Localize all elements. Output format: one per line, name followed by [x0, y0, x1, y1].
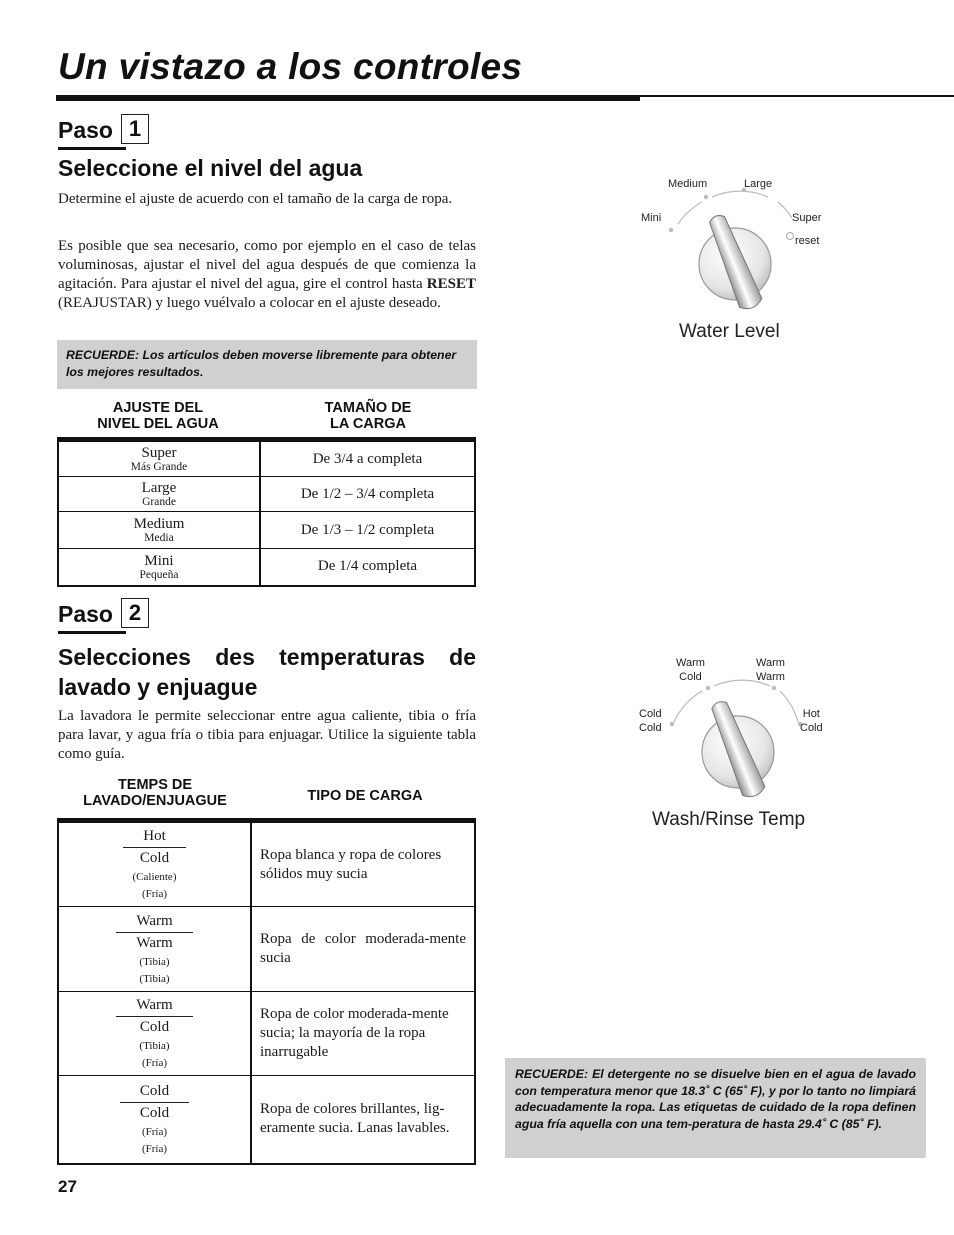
step1-paragraph-2-text: Es posible que sea necesario, como por ejemplo en el caso de telas voluminosas, ajustar el nivel del agua después de que comienza la agitación. Para ajustar el nivel del agua, gire el control hasta [58, 238, 476, 292]
temp-dial-label-hot-cold-line1: Hot [802, 708, 820, 720]
level-name: Large [141, 480, 177, 496]
water-dial-title: Water Level [679, 321, 780, 342]
rinse-temp: Cold [139, 1104, 170, 1121]
rinse-temp: Warm [136, 934, 173, 951]
temp-dial-label-warm-warm-line2: Warm [756, 671, 785, 683]
water-level-dial-icon [640, 178, 840, 338]
wash-temp-es: (Tibia) [139, 955, 170, 968]
rinse-temp-es: (Fría) [141, 1142, 168, 1155]
step1-paso-label: Paso [58, 117, 113, 143]
table-row [58, 821, 475, 907]
water-table-header-setting-line2: NIVEL DEL AGUA [97, 416, 219, 432]
water-table-header-size-line1: TAMAÑO DE [324, 400, 412, 416]
table-cell-type: Ropa de color moderada-mente sucia; la mayoría de la ropa inarrugable [251, 992, 475, 1076]
table-row [58, 1076, 475, 1164]
table-row [58, 907, 475, 992]
table-cell-size: De 1/4 completa [260, 549, 475, 586]
wash-temp: Cold [120, 1081, 189, 1103]
table-cell-level [58, 549, 260, 586]
table-cell-temps [58, 1076, 251, 1164]
wash-temp: Hot [123, 826, 186, 848]
temp-dial-label-warm-cold-line1: Warm [676, 657, 705, 669]
step1-paragraph-2 [58, 237, 476, 313]
level-name: Medium [133, 516, 185, 532]
temp-table-header-temps-line2: LAVADO/ENJUAGUE [83, 793, 227, 809]
table-row [58, 549, 475, 586]
table-cell-level [58, 440, 260, 477]
step2-heading: Selecciones des temperaturas de lavado y enjuague [58, 644, 476, 700]
temp-dial-label-warm-warm-line1: Warm [756, 657, 785, 669]
water-table-header-setting [57, 400, 259, 432]
table-cell-temps [58, 821, 251, 907]
note-label: RECUERDE: [66, 348, 140, 362]
temp-dial-title: Wash/Rinse Temp [652, 809, 806, 830]
temp-dial-label-warm-cold [676, 656, 705, 684]
temp-dial-label-warm-cold-line2: Cold [679, 671, 702, 683]
table-cell-type: Ropa de color moderada-mente sucia [251, 907, 475, 992]
step1-paragraph-2-text-end: (REAJUSTAR) y luego vuélvalo a colocar en el ajuste deseado. [58, 295, 441, 311]
level-subname: Pequeña [139, 568, 179, 581]
step1-paragraph-1: Determine el ajuste de acuerdo con el tamaño de la carga de ropa. [58, 191, 453, 207]
step2-paso-label: Paso [58, 601, 113, 627]
level-subname: Media [144, 532, 174, 544]
wash-rinse-table [57, 818, 476, 1165]
page-title: Un vistazo a los controles [58, 46, 523, 87]
table-cell-type: Ropa de colores brillantes, lig-eramente sucia. Lanas lavables. [251, 1076, 475, 1164]
step1-paso [58, 117, 149, 147]
level-subname: Grande [142, 496, 176, 508]
title-rule [56, 95, 640, 101]
table-cell-level [58, 477, 260, 512]
table-cell-type: Ropa blanca y ropa de colores sólidos muy sucia [251, 821, 475, 907]
table-row [58, 440, 475, 477]
temperature-note [505, 1058, 926, 1158]
step1-number-box: 1 [121, 114, 149, 144]
table-cell-size: De 1/2 – 3/4 completa [260, 477, 475, 512]
wash-temp-es: (Caliente) [132, 871, 177, 883]
note-text: El detergente no se disuelve bien en el agua de lavado con temperatura menor que 18.3˚ C (65˚ F), y por lo tanto no limpiará adecuadamente la ropa. Las etiquetas de cuidado de la ropa definen agua fría aquella con una tem-peratura de hasta 29.4˚ C (85˚ F). [515, 1067, 916, 1131]
water-level-table [57, 437, 476, 587]
temp-dial-label-cold-cold-line2: Cold [639, 722, 662, 734]
water-dial-label-medium: Medium [668, 178, 708, 190]
table-cell-size: De 3/4 a completa [260, 440, 475, 477]
water-dial-label-super: Super [792, 212, 822, 224]
table-row [58, 512, 475, 549]
step1-underline [58, 147, 126, 150]
temp-dial-label-hot-cold [800, 707, 823, 735]
temp-table-header-type: TIPO DE CARGA [307, 788, 423, 804]
step1-heading: Seleccione el nivel del agua [58, 155, 363, 181]
wash-temp-es: (Fría) [141, 1125, 168, 1138]
water-table-header-size-line2: LA CARGA [330, 416, 406, 432]
temp-table-header-temps [57, 777, 253, 809]
rinse-temp-es: (Fría) [141, 888, 168, 900]
table-cell-size: De 1/3 – 1/2 completa [260, 512, 475, 549]
water-table-header-size [260, 400, 476, 432]
note-label: RECUERDE: [515, 1067, 589, 1081]
water-dial-label-reset: reset [795, 235, 820, 247]
title-rule-thin [640, 95, 954, 97]
table-cell-level [58, 512, 260, 549]
level-subname: Más Grande [130, 461, 188, 473]
water-dial-label-mini: Mini [641, 212, 662, 224]
table-row [58, 992, 475, 1076]
table-row [58, 477, 475, 512]
wash-temp-es: (Tibia) [139, 1040, 170, 1052]
wash-temp: Warm [116, 911, 192, 933]
temp-table-header-temps-line1: TEMPS DE [117, 777, 193, 793]
rinse-temp-es: (Tibia) [139, 972, 170, 985]
water-table-header-setting-line1: AJUSTE DEL [112, 400, 204, 416]
step1-note [57, 340, 477, 389]
temp-dial-label-cold-cold-line1: Cold [639, 708, 662, 720]
water-dial-label-large: Large [744, 178, 773, 190]
step2-paragraph: La lavadora le permite seleccionar entre agua caliente, tibia o fría para lavar, y agua fría o tibia para enjuagar. Utilice la siguiente tabla como guía. [58, 708, 476, 762]
step2-number-box: 2 [121, 598, 149, 628]
rinse-temp-es: (Fría) [141, 1057, 168, 1069]
wash-temp: Warm [116, 995, 192, 1017]
level-name: Mini [144, 552, 174, 569]
temp-dial-label-hot-cold-line2: Cold [800, 722, 823, 734]
rinse-temp: Cold [139, 1019, 170, 1035]
table-cell-temps [58, 907, 251, 992]
reset-bold: RESET [426, 276, 476, 292]
page-number: 27 [58, 1177, 77, 1196]
step2-paso [58, 601, 149, 631]
note-text: Los artículos deben moverse libremente para obtener los mejores resultados. [66, 348, 457, 379]
rinse-temp: Cold [139, 850, 170, 866]
table-cell-temps [58, 992, 251, 1076]
step2-underline [58, 631, 126, 634]
wash-rinse-dial-icon [640, 664, 840, 814]
level-name: Super [141, 445, 177, 461]
temp-dial-label-warm-warm [756, 656, 785, 684]
temp-dial-label-cold-cold [639, 707, 662, 735]
